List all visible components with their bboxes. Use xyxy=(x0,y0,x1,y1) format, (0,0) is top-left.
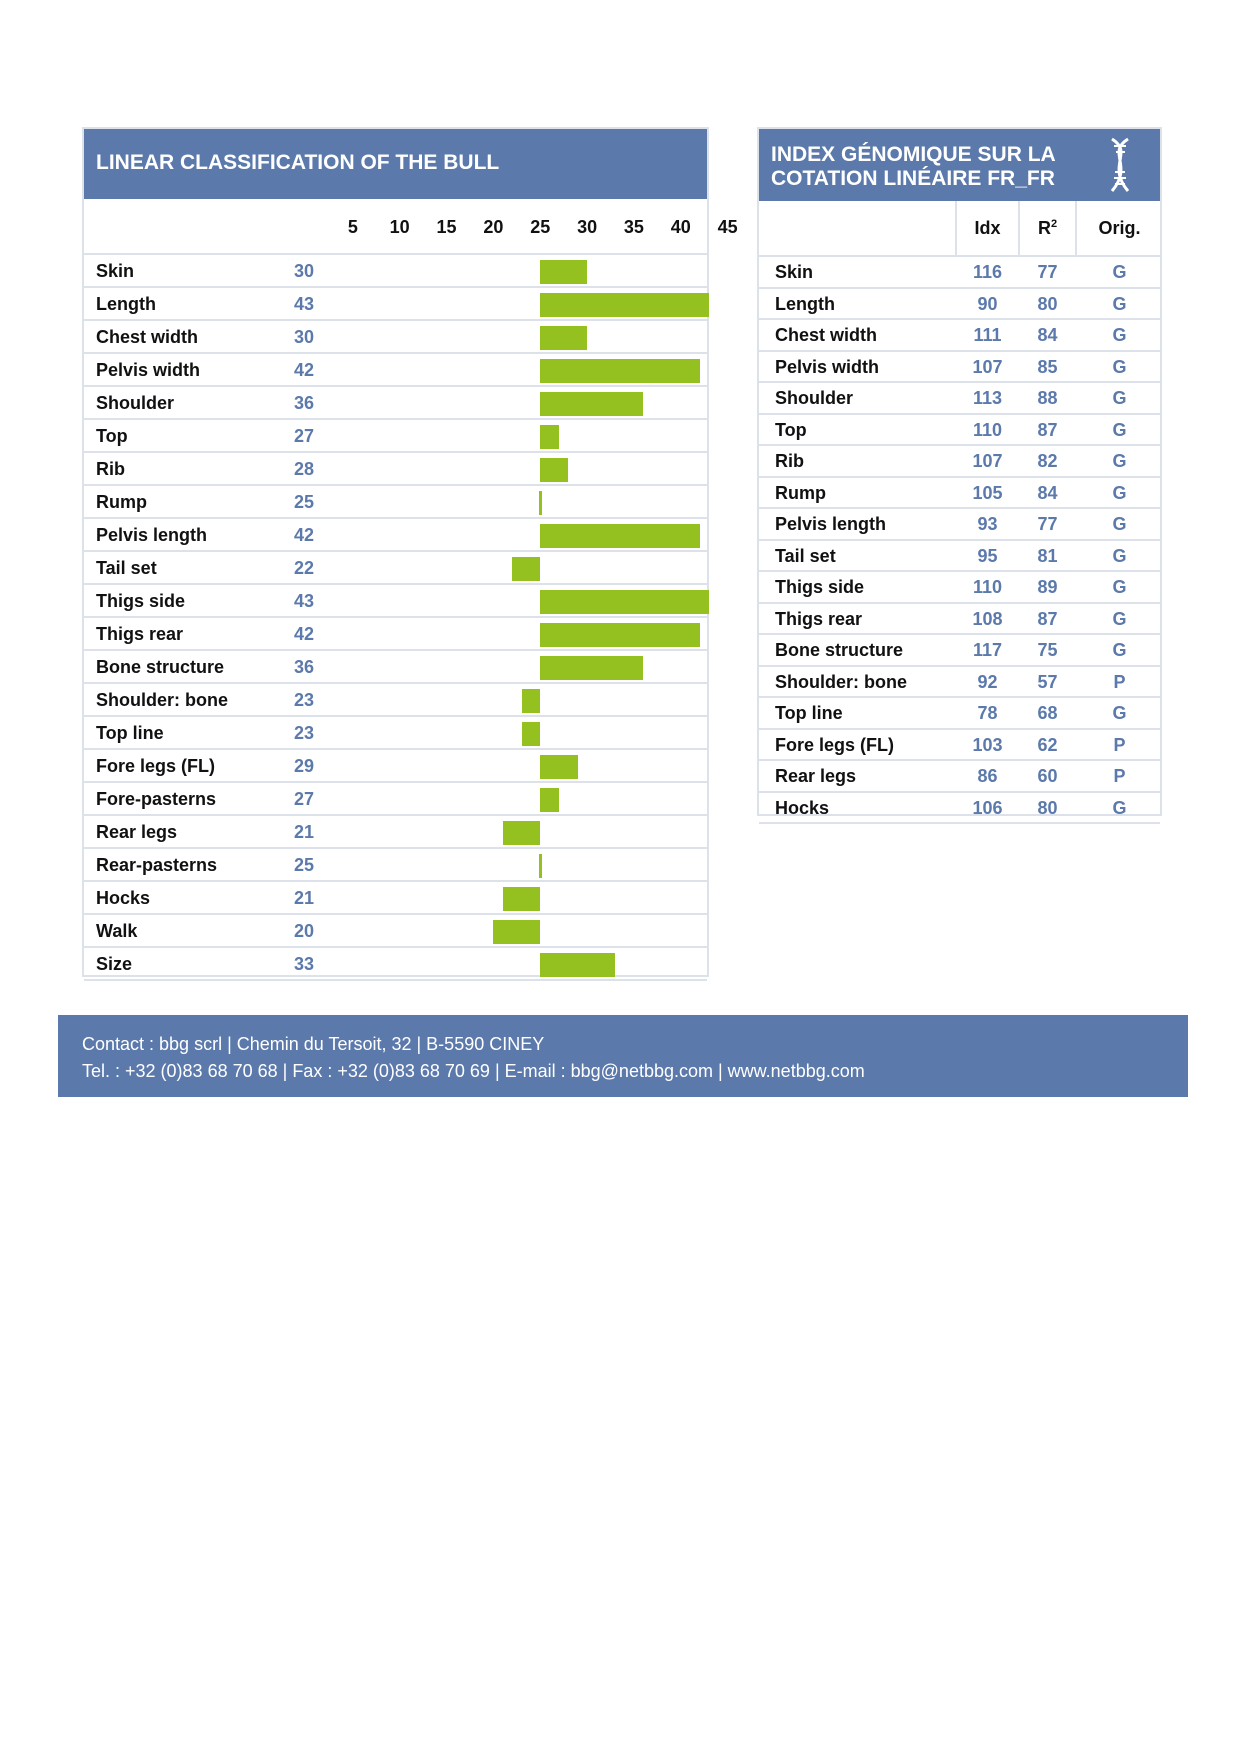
axis-header xyxy=(84,199,738,255)
idx-cell: 117 xyxy=(972,640,1003,660)
r2-cell: 80 xyxy=(1037,293,1058,314)
bar-category-label: Skin xyxy=(96,261,135,281)
col-r2-header xyxy=(1020,218,1075,239)
r2-cell: 84 xyxy=(1037,482,1058,503)
orig-cell: G xyxy=(1112,577,1127,597)
bar-mark xyxy=(540,524,699,548)
bar-category-label: Rear legs xyxy=(96,822,178,842)
bar-row xyxy=(84,387,707,420)
bar-mark xyxy=(540,425,559,449)
axis-tick-label: 20 xyxy=(483,217,504,237)
bar-mark xyxy=(540,359,699,383)
r2-cell: 60 xyxy=(1037,766,1058,786)
idx-cell: 110 xyxy=(972,577,1003,597)
idx-cell: 107 xyxy=(972,451,1003,471)
row-label: Chest width xyxy=(775,325,877,345)
orig-cell: G xyxy=(1112,325,1127,345)
bar-value-label: 23 xyxy=(293,723,314,743)
bar-category-label: Length xyxy=(96,294,156,314)
axis-tick-label: 10 xyxy=(389,217,410,237)
bar-mark xyxy=(540,788,559,812)
bar-category-label: Thigs rear xyxy=(96,624,184,644)
bar-mark xyxy=(540,260,587,284)
table-row xyxy=(759,541,1160,573)
orig-cell: G xyxy=(1112,545,1127,566)
r2-cell: 77 xyxy=(1037,514,1058,534)
bar-category-label: Pelvis length xyxy=(96,525,208,545)
table-row xyxy=(759,446,1160,478)
row-label: Top xyxy=(775,419,807,440)
idx-cell: 111 xyxy=(973,325,1002,345)
axis-tick-label: 15 xyxy=(436,217,457,237)
bar-value-label: 36 xyxy=(293,393,314,413)
bar-row xyxy=(84,849,707,882)
idx-cell: 95 xyxy=(977,545,998,566)
footer-contact-line: Contact : bbg scrl | Chemin du Tersoit, 32 | B-5590 CINEY xyxy=(82,1034,545,1054)
axis-tick-label: 5 xyxy=(347,217,358,237)
bar-value-label: 20 xyxy=(293,921,314,941)
table-row xyxy=(759,698,1160,730)
orig-cell: P xyxy=(1113,766,1126,786)
bar-row xyxy=(84,453,707,486)
bar-mark xyxy=(540,656,643,680)
r2-cell: 89 xyxy=(1037,577,1058,597)
idx-cell: 116 xyxy=(972,262,1003,282)
bar-mark xyxy=(540,623,699,647)
r2-cell: 62 xyxy=(1037,734,1058,755)
r2-cell: 87 xyxy=(1037,608,1058,629)
idx-cell: 105 xyxy=(972,482,1003,503)
row-label: Hocks xyxy=(775,797,830,818)
row-label: Rib xyxy=(775,451,804,471)
bar-category-label: Walk xyxy=(96,921,138,941)
table-row xyxy=(759,352,1160,384)
bar-value-label: 27 xyxy=(293,789,314,809)
r2-cell: 80 xyxy=(1037,797,1058,818)
bar-mark xyxy=(539,491,542,515)
bar-mark xyxy=(540,755,577,779)
bar-category-label: Thigs side xyxy=(96,591,186,611)
bar-row xyxy=(84,585,707,618)
bar-value-label: 27 xyxy=(293,426,314,446)
table-row xyxy=(759,667,1160,699)
bar-mark xyxy=(522,689,541,713)
bar-value-label: 25 xyxy=(293,492,314,512)
bar-category-label: Hocks xyxy=(96,888,151,908)
bar-category-label: Fore-pasterns xyxy=(96,789,217,809)
table-row xyxy=(759,761,1160,793)
dna-icon xyxy=(1100,135,1140,195)
r2-cell: 68 xyxy=(1037,703,1058,723)
idx-cell: 78 xyxy=(977,703,998,723)
orig-cell: G xyxy=(1112,262,1127,282)
r2-cell: 85 xyxy=(1037,356,1058,377)
bar-row xyxy=(84,948,707,981)
genomic-index-title xyxy=(759,129,1160,201)
bar-value-label: 43 xyxy=(293,294,314,314)
table-row xyxy=(759,635,1160,667)
table-row xyxy=(759,383,1160,415)
table-row xyxy=(759,257,1160,289)
bar-row xyxy=(84,717,707,750)
table-row xyxy=(759,572,1160,604)
axis-tick-label: 45 xyxy=(717,217,738,237)
linear-classification-title: LINEAR CLASSIFICATION OF THE BULL xyxy=(84,129,707,199)
orig-cell: P xyxy=(1113,734,1126,755)
bar-row xyxy=(84,486,707,519)
bar-mark xyxy=(539,854,542,878)
axis-tick-label: 30 xyxy=(577,217,598,237)
row-label: Shoulder xyxy=(775,388,854,408)
row-label: Thigs rear xyxy=(775,608,863,629)
bar-row xyxy=(84,519,707,552)
bar-value-label: 28 xyxy=(293,459,314,479)
bar-mark xyxy=(540,293,709,317)
footer-phone-line: Tel. : +32 (0)83 68 70 68 | Fax : +32 (0)83 68 70 69 | E-mail : bbg@netbbg.com | www.netbbg.com xyxy=(82,1061,865,1081)
orig-cell: G xyxy=(1112,514,1127,534)
r2-cell: 77 xyxy=(1037,262,1058,282)
r2-cell: 57 xyxy=(1037,671,1058,692)
bar-row xyxy=(84,816,707,849)
bar-row xyxy=(84,354,707,387)
table-row xyxy=(759,604,1160,636)
bar-category-label: Shoulder: bone xyxy=(96,690,228,710)
idx-cell: 107 xyxy=(972,356,1003,377)
row-label: Rear legs xyxy=(775,766,857,786)
bar-row xyxy=(84,618,707,651)
bar-row xyxy=(84,288,707,321)
idx-cell: 110 xyxy=(972,419,1003,440)
bar-category-label: Rump xyxy=(96,492,147,512)
table-row xyxy=(759,730,1160,762)
row-label: Pelvis length xyxy=(775,514,887,534)
bar-row xyxy=(84,255,707,288)
r2-cell: 87 xyxy=(1037,419,1058,440)
orig-cell: G xyxy=(1112,419,1127,440)
r2-cell: 75 xyxy=(1037,640,1058,660)
bar-value-label: 29 xyxy=(293,756,314,776)
row-label: Tail set xyxy=(775,545,836,566)
bar-value-label: 33 xyxy=(293,954,314,974)
orig-cell: G xyxy=(1112,640,1127,660)
bar-value-label: 42 xyxy=(293,360,314,380)
row-label: Bone structure xyxy=(775,640,904,660)
orig-cell: G xyxy=(1112,703,1127,723)
bar-value-label: 21 xyxy=(293,888,314,908)
orig-cell: G xyxy=(1112,451,1127,471)
genomic-table-header xyxy=(759,201,1160,257)
bar-mark xyxy=(540,590,709,614)
genomic-title-line1: INDEX GÉNOMIQUE SUR LA xyxy=(771,143,1056,166)
bar-row xyxy=(84,915,707,948)
bar-value-label: 42 xyxy=(293,624,314,644)
linear-classification-panel xyxy=(82,127,738,977)
bar-category-label: Fore legs (FL) xyxy=(96,756,216,776)
table-row xyxy=(759,793,1160,825)
bar-value-label: 36 xyxy=(293,657,314,677)
bar-category-label: Chest width xyxy=(96,327,198,347)
idx-cell: 108 xyxy=(972,608,1003,629)
table-row xyxy=(759,478,1160,510)
bar-value-label: 22 xyxy=(293,558,314,578)
row-label: Thigs side xyxy=(775,577,865,597)
bar-mark xyxy=(540,326,587,350)
bar-value-label: 30 xyxy=(293,261,314,281)
orig-cell: G xyxy=(1112,388,1127,408)
row-label: Shoulder: bone xyxy=(775,671,907,692)
bar-category-label: Pelvis width xyxy=(96,360,201,380)
orig-cell: G xyxy=(1112,293,1127,314)
bar-category-label: Rear-pasterns xyxy=(96,855,218,875)
idx-cell: 113 xyxy=(972,388,1003,408)
bar-row xyxy=(84,783,707,816)
bar-row xyxy=(84,750,707,783)
orig-cell: P xyxy=(1113,671,1126,692)
row-label: Top line xyxy=(775,703,843,723)
orig-cell: G xyxy=(1112,356,1127,377)
table-row xyxy=(759,509,1160,541)
bar-value-label: 30 xyxy=(293,327,314,347)
col-idx-header: Idx xyxy=(974,218,1001,238)
bar-category-label: Shoulder xyxy=(96,393,175,413)
bar-mark xyxy=(493,920,540,944)
bar-value-label: 42 xyxy=(293,525,314,545)
table-row xyxy=(759,415,1160,447)
r2-cell: 82 xyxy=(1037,451,1058,471)
orig-cell: G xyxy=(1112,797,1127,818)
idx-cell: 86 xyxy=(977,766,998,786)
row-label: Rump xyxy=(775,482,826,503)
r2-cell: 88 xyxy=(1037,388,1058,408)
orig-cell: G xyxy=(1112,608,1127,629)
idx-cell: 106 xyxy=(972,797,1003,818)
r2-superscript: 2 xyxy=(1050,218,1058,230)
r2-label: R xyxy=(1037,218,1051,238)
idx-cell: 93 xyxy=(977,514,998,534)
genomic-title-line2: COTATION LINÉAIRE FR_FR xyxy=(771,167,1055,190)
bar-mark xyxy=(512,557,540,581)
idx-cell: 92 xyxy=(977,671,998,692)
bar-mark xyxy=(540,953,615,977)
contact-footer xyxy=(58,1015,1188,1097)
bar-mark xyxy=(503,887,540,911)
bar-category-label: Top line xyxy=(96,723,164,743)
axis-tick-label: 35 xyxy=(623,217,644,237)
bar-row xyxy=(84,651,707,684)
bar-value-label: 23 xyxy=(293,690,314,710)
bar-value-label: 43 xyxy=(293,591,314,611)
bar-row xyxy=(84,420,707,453)
bar-category-label: Top xyxy=(96,426,128,446)
bar-mark xyxy=(503,821,540,845)
bar-mark xyxy=(522,722,541,746)
row-label: Pelvis width xyxy=(775,356,880,377)
r2-cell: 81 xyxy=(1037,545,1058,566)
bar-row xyxy=(84,552,707,585)
bar-row xyxy=(84,882,707,915)
row-label: Length xyxy=(775,293,835,314)
row-label: Skin xyxy=(775,262,814,282)
idx-cell: 103 xyxy=(972,734,1003,755)
axis-tick-label: 40 xyxy=(670,217,691,237)
orig-cell: G xyxy=(1112,482,1127,503)
bar-category-label: Bone structure xyxy=(96,657,225,677)
col-orig-header: Orig. xyxy=(1098,218,1141,238)
bar-category-label: Tail set xyxy=(96,558,157,578)
bar-value-label: 21 xyxy=(293,822,314,842)
bar-value-label: 25 xyxy=(293,855,314,875)
r2-cell: 84 xyxy=(1037,325,1058,345)
idx-cell: 90 xyxy=(977,293,998,314)
bar-mark xyxy=(540,392,643,416)
bar-category-label: Rib xyxy=(96,459,125,479)
bar-mark xyxy=(540,458,568,482)
table-row xyxy=(759,320,1160,352)
genomic-index-panel xyxy=(757,127,1162,816)
table-row xyxy=(759,289,1160,321)
bar-row xyxy=(84,321,707,354)
axis-tick-label: 25 xyxy=(530,217,551,237)
bar-row xyxy=(84,684,707,717)
bar-category-label: Size xyxy=(96,954,133,974)
row-label: Fore legs (FL) xyxy=(775,734,895,755)
